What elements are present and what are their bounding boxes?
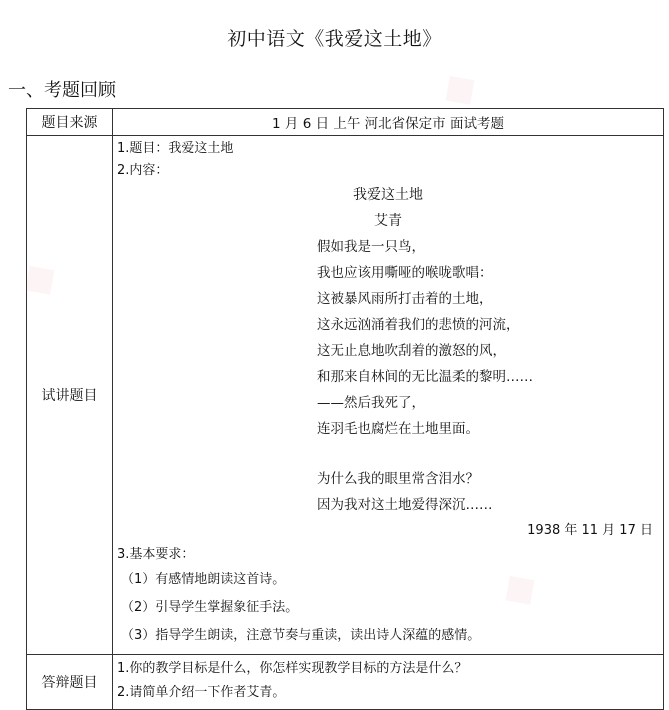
stanza-gap (317, 442, 659, 466)
defense-question: 1.你的教学目标是什么，你怎样实现教学目标的方法是什么？ (117, 661, 468, 676)
poem-title: 我爱这土地 (353, 187, 423, 203)
topic-line: 1.题目：我爱这土地 (117, 141, 234, 156)
poem-author: 艾青 (374, 213, 402, 229)
requirement-item: （3）指导学生朗读，注意节奏与重读，读出诗人深蕴的感情。 (121, 628, 481, 643)
requirement-item: （1）有感情地朗读这首诗。 (121, 572, 286, 587)
source-value: 1 月 6 日 上午 河北省保定市 面试考题 (113, 109, 664, 136)
watermark-mark: ◆ (427, 54, 488, 120)
watermark-mark: ◆ (7, 244, 68, 310)
poem-line: 这无止息地吹刮着的激怒的风， (317, 343, 506, 359)
source-row (27, 109, 664, 136)
poem-line: 和那来自林间的无比温柔的黎明…… (317, 369, 533, 385)
section-heading: 一、考题回顾 (8, 80, 116, 101)
source-label: 题目来源 (27, 109, 113, 136)
defense-question: 2.请简单介绍一下作者艾青。 (117, 685, 286, 700)
content-line: 2.内容： (117, 163, 169, 178)
poem-line: 这被暴风雨所打击着的土地， (317, 291, 493, 307)
requirements-title: 3.基本要求： (117, 547, 195, 562)
watermark-mark: ◆ (487, 554, 548, 620)
defense-label: 答辩题目 (27, 655, 113, 710)
defense-content (113, 655, 664, 710)
trial-row (27, 136, 664, 655)
document-title: 初中语文《我爱这土地》 (227, 28, 442, 50)
requirement-item: （2）引导学生掌握象征手法。 (121, 600, 299, 615)
poem-line: ——然后我死了， (317, 395, 425, 411)
poem-line: 假如我是一只鸟， (317, 239, 425, 255)
trial-content (113, 136, 664, 655)
poem-line: 我也应该用嘶哑的喉咙歌唱： (317, 265, 493, 281)
poem-line: 因为我对这土地爱得深沉…… (317, 497, 493, 513)
poem-line: 为什么我的眼里常含泪水？ (317, 471, 479, 487)
poem-body (117, 234, 659, 518)
defense-row (27, 655, 664, 710)
poem-line: 连羽毛也腐烂在土地里面。 (317, 421, 479, 437)
trial-label: 试讲题目 (27, 136, 113, 655)
poem-date: 1938 年 11 月 17 日 (527, 523, 653, 538)
poem-line: 这永远汹涌着我们的悲愤的河流， (317, 317, 520, 333)
exam-table (26, 108, 664, 710)
